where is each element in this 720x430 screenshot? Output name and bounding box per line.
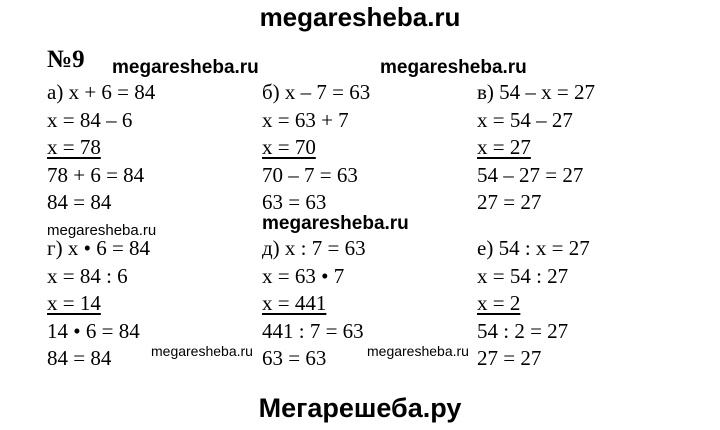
problem-c <box>477 79 595 217</box>
watermark-lower-left: megaresheba.ru <box>151 343 253 359</box>
answer-value: x = 78 <box>47 135 101 160</box>
watermark-middle-center: megaresheba.ru <box>262 213 409 234</box>
check-step: 54 : 2 = 27 <box>477 318 569 343</box>
equation: в) 54 – x = 27 <box>477 80 596 104</box>
answer <box>477 134 595 162</box>
watermark-row1-mid: megaresheba.ru <box>112 57 259 78</box>
answer-value: x = 27 <box>477 135 531 160</box>
watermark-top: megaresheba.ru <box>259 2 461 32</box>
check-step: 70 – 7 = 63 <box>262 162 358 187</box>
equation: а) x + 6 = 84 <box>47 80 156 104</box>
watermark-lower-center: megaresheba.ru <box>367 343 469 359</box>
problem-e <box>262 235 366 373</box>
answer-value: x = 70 <box>262 135 316 160</box>
check-result: 27 = 27 <box>477 190 542 215</box>
check-result: 27 = 27 <box>477 346 542 371</box>
check-step: 78 + 6 = 84 <box>47 162 145 187</box>
equation: б) x – 7 = 63 <box>262 80 371 104</box>
equation: г) x • 6 = 84 <box>47 236 151 260</box>
answer-value: x = 441 <box>262 291 327 316</box>
answer <box>262 290 366 318</box>
answer-value: x = 14 <box>47 291 101 316</box>
check-result: 84 = 84 <box>47 190 112 215</box>
check-result: 84 = 84 <box>47 346 112 371</box>
solution-step: x = 63 + 7 <box>262 107 349 132</box>
check-step: 54 – 27 = 27 <box>477 162 584 187</box>
solution-step: x = 63 • 7 <box>262 263 345 288</box>
answer <box>47 290 150 318</box>
solution-step: x = 54 – 27 <box>477 107 573 132</box>
solution-step: x = 54 : 27 <box>477 263 569 288</box>
problem-a <box>47 79 155 217</box>
answer-value: x = 2 <box>477 291 521 316</box>
answer <box>47 134 155 162</box>
watermark-row1-right: megaresheba.ru <box>380 57 527 78</box>
equation: д) x : 7 = 63 <box>262 236 366 260</box>
answer <box>262 134 370 162</box>
equation: е) 54 : x = 27 <box>477 236 590 260</box>
solution-step: x = 84 – 6 <box>47 107 133 132</box>
problem-b <box>262 79 370 217</box>
problem-f <box>477 235 590 373</box>
watermark-middle-left: megaresheba.ru <box>47 222 157 239</box>
check-result: 63 = 63 <box>262 190 327 215</box>
check-result: 63 = 63 <box>262 346 327 371</box>
solution-step: x = 84 : 6 <box>47 263 128 288</box>
check-step: 441 : 7 = 63 <box>262 318 364 343</box>
task-number: №9 <box>47 46 85 73</box>
answer <box>477 290 590 318</box>
watermark-bottom: Мегарешеба.ру <box>258 393 462 423</box>
problem-d <box>47 235 150 373</box>
check-step: 14 • 6 = 84 <box>47 318 140 343</box>
